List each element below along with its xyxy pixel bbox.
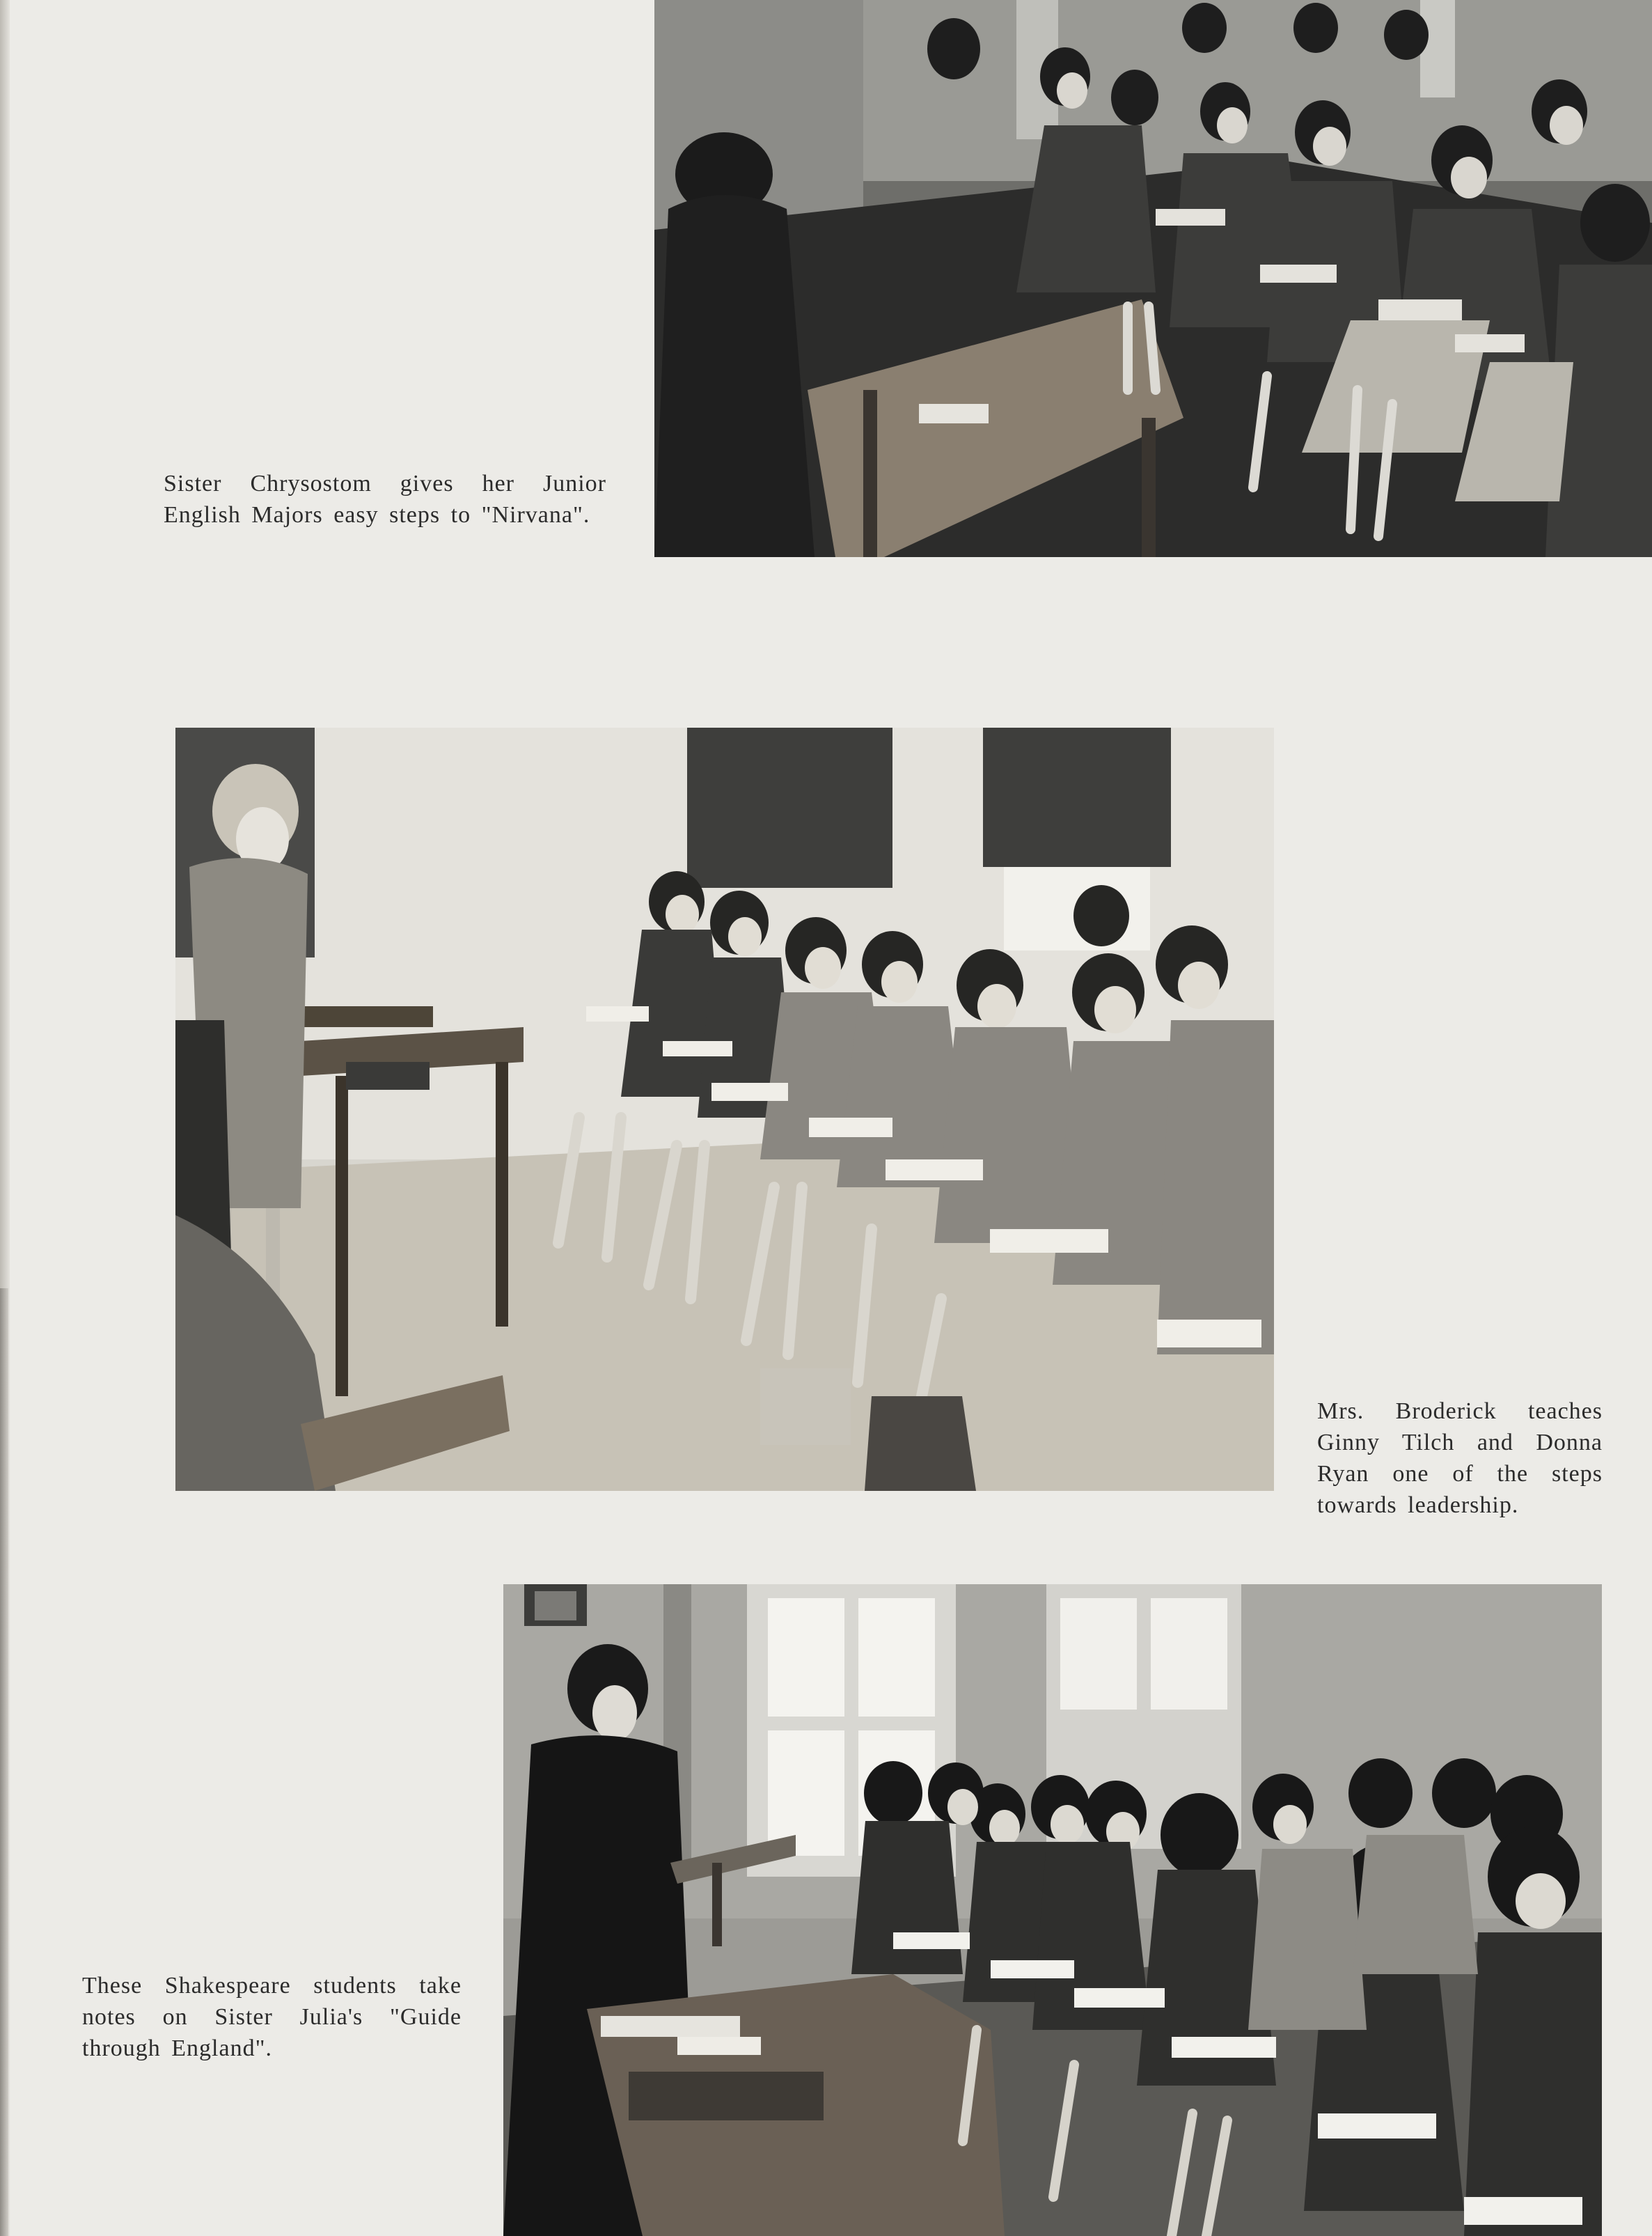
classroom-photo-nirvana bbox=[654, 0, 1652, 557]
page-binding-shadow bbox=[0, 1288, 8, 2236]
photo-caption: Mrs. Broderick teaches Ginny Tilch and Donna Ryan one of the steps towards leadership. bbox=[1317, 1398, 1603, 1518]
classroom-photo-leadership bbox=[175, 728, 1274, 1491]
photo-caption: These Shakespeare students take notes on Sister Julia's "Guide through England". bbox=[82, 1973, 462, 2061]
photo-caption: Sister Chrysostom gives her Junior English Majors easy steps to "Nirvana". bbox=[164, 471, 606, 528]
classroom-photo-shakespeare bbox=[503, 1584, 1602, 2236]
